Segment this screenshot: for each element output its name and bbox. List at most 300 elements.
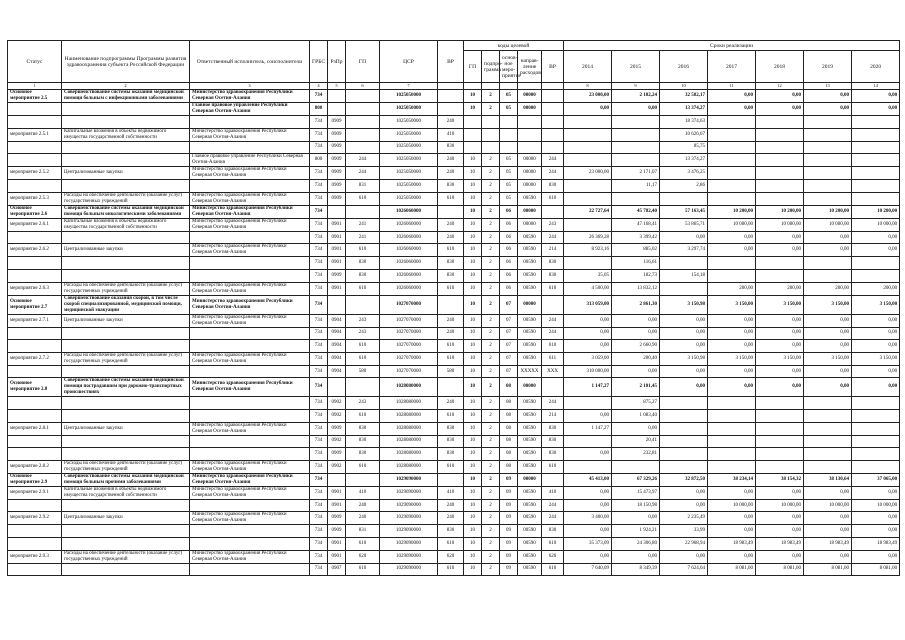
code-direction-cell: 00590 xyxy=(518,550,542,563)
table-row xyxy=(8,409,900,422)
amount-cell: 23 000,00 xyxy=(564,90,612,103)
code-subprogram-cell: 2 xyxy=(482,563,500,576)
header-year: 2020 xyxy=(852,51,900,83)
code-direction-cell: 00590 xyxy=(518,525,542,538)
code-vr-cell: 244 xyxy=(542,314,564,327)
status-cell xyxy=(8,409,62,422)
table-row xyxy=(8,269,900,282)
table-row xyxy=(8,499,900,512)
amount-cell: 0,00 xyxy=(708,103,756,116)
code-event-cell xyxy=(500,128,518,141)
code-gp-cell: 10 xyxy=(464,448,482,461)
grbs-cell: 734 xyxy=(310,550,328,563)
code-subprogram-cell: 2 xyxy=(482,314,500,327)
amount-cell: 0,00 xyxy=(804,327,852,340)
amount-cell xyxy=(852,409,900,422)
amount-cell xyxy=(756,154,804,167)
gp-cell: 244 xyxy=(346,167,380,180)
header-period: Сроки реализации xyxy=(564,41,900,51)
code-event-cell: 09 xyxy=(500,512,518,525)
code-event-cell: 09 xyxy=(500,499,518,512)
amount-cell: 38 234,14 xyxy=(708,473,756,486)
grbs-cell: 734 xyxy=(310,409,328,422)
executor-cell: Министерство здравоохранения Республики Северная Осетия-Алания xyxy=(190,244,310,257)
rzpr-cell xyxy=(328,378,346,397)
table-row xyxy=(8,103,900,116)
code-subprogram-cell: 2 xyxy=(482,422,500,435)
rzpr-cell: 0901 xyxy=(328,537,346,550)
gp-cell: 610 xyxy=(346,352,380,365)
amount-cell: 0,00 xyxy=(660,231,708,244)
grbs-cell: 734 xyxy=(310,116,328,129)
status-cell: мероприятие 2.9.3 xyxy=(8,550,62,563)
amount-cell: 0,00 xyxy=(564,327,612,340)
code-subprogram-cell: 2 xyxy=(482,352,500,365)
gp-cell: 610 xyxy=(346,340,380,353)
grbs-cell: 734 xyxy=(310,218,328,231)
rzpr-cell: 0909 xyxy=(328,141,346,154)
amount-cell: 8 081,00 xyxy=(852,563,900,576)
gp-cell: 831 xyxy=(346,180,380,193)
amount-cell xyxy=(852,128,900,141)
amount-cell: 0,00 xyxy=(564,409,612,422)
amount-cell xyxy=(852,116,900,129)
gp-cell: 830 xyxy=(346,422,380,435)
grbs-cell: 734 xyxy=(310,435,328,448)
csr-cell: 1028080000 xyxy=(380,448,438,461)
amount-cell: 35,05 xyxy=(564,269,612,282)
grbs-cell: 734 xyxy=(310,90,328,103)
vr-cell: 610 xyxy=(438,352,464,365)
col-index: 5 xyxy=(328,83,346,90)
code-gp-cell: 10 xyxy=(464,205,482,218)
amount-cell: 232,81 xyxy=(612,448,660,461)
col-index: 3 xyxy=(190,83,310,90)
code-vr-cell xyxy=(542,295,564,314)
code-vr-cell: 610 xyxy=(542,563,564,576)
rzpr-cell: 0901 xyxy=(328,550,346,563)
vr-cell: 610 xyxy=(438,537,464,550)
rzpr-cell: 0901 xyxy=(328,486,346,499)
code-subprogram-cell: 2 xyxy=(482,205,500,218)
gp-cell xyxy=(346,205,380,218)
gp-cell xyxy=(346,473,380,486)
amount-cell: 11,17 xyxy=(612,180,660,193)
table-header xyxy=(8,41,900,90)
header-executor: Ответственный исполнитель, соисполнители xyxy=(190,41,310,83)
status-cell xyxy=(8,365,62,378)
code-vr-cell: 610 xyxy=(542,537,564,550)
status-cell: мероприятие 2.5.3 xyxy=(8,192,62,205)
code-vr-cell: 244 xyxy=(542,499,564,512)
amount-cell xyxy=(612,192,660,205)
code-subprogram-cell: 2 xyxy=(482,231,500,244)
amount-cell xyxy=(660,192,708,205)
amount-cell xyxy=(708,116,756,129)
rzpr-cell: 0902 xyxy=(328,397,346,410)
grbs-cell: 734 xyxy=(310,352,328,365)
amount-cell xyxy=(804,422,852,435)
code-direction-cell: 00000 xyxy=(518,218,542,231)
col-index xyxy=(464,83,482,90)
executor-cell xyxy=(190,397,310,410)
amount-cell: 3 150,00 xyxy=(708,295,756,314)
code-event-cell: 08 xyxy=(500,378,518,397)
budget-table-sheet xyxy=(7,40,897,576)
table-row xyxy=(8,192,900,205)
csr-cell: 1026060000 xyxy=(380,269,438,282)
amount-cell: 0,00 xyxy=(612,512,660,525)
table-row xyxy=(8,180,900,193)
gp-cell: 241 xyxy=(346,231,380,244)
vr-cell: 610 xyxy=(438,282,464,295)
amount-cell xyxy=(756,128,804,141)
amount-cell: 0,00 xyxy=(564,448,612,461)
amount-cell xyxy=(708,192,756,205)
grbs-cell: 734 xyxy=(310,365,328,378)
executor-cell xyxy=(190,180,310,193)
code-gp-cell: 10 xyxy=(464,378,482,397)
code-subprogram-cell: 2 xyxy=(482,154,500,167)
amount-cell: 38 154,32 xyxy=(756,473,804,486)
amount-cell: 200,00 xyxy=(756,282,804,295)
vr-cell: 240 xyxy=(438,231,464,244)
amount-cell xyxy=(804,192,852,205)
col-index: 7 xyxy=(380,83,438,90)
amount-cell: 0,00 xyxy=(852,103,900,116)
code-direction-cell: 00590 xyxy=(518,486,542,499)
amount-cell: 0,00 xyxy=(660,378,708,397)
amount-cell: 10 000,00 xyxy=(804,499,852,512)
vr-cell: 830 xyxy=(438,422,464,435)
amount-cell xyxy=(756,448,804,461)
amount-cell: 10 000,00 xyxy=(708,218,756,231)
amount-cell: 10 000,00 xyxy=(756,218,804,231)
code-direction-cell: 00590 xyxy=(518,244,542,257)
amount-cell: 1 147,27 xyxy=(564,422,612,435)
amount-cell: 3 150,00 xyxy=(852,352,900,365)
col-index: 10 xyxy=(660,83,708,90)
amount-cell: 37 065,00 xyxy=(852,473,900,486)
code-event-cell: 09 xyxy=(500,473,518,486)
vr-cell: 610 xyxy=(438,192,464,205)
amount-cell xyxy=(612,116,660,129)
header-csr: ЦСР xyxy=(380,41,438,83)
amount-cell: 310 000,00 xyxy=(564,365,612,378)
rzpr-cell: 0909 xyxy=(328,180,346,193)
gp-cell xyxy=(346,295,380,314)
vr-cell: 240 xyxy=(438,116,464,129)
amount-cell: 0,00 xyxy=(804,314,852,327)
code-direction-cell: 00000 xyxy=(518,205,542,218)
table-row xyxy=(8,244,900,257)
name-cell xyxy=(62,141,190,154)
gp-cell: 243 xyxy=(346,327,380,340)
vr-cell: 240 xyxy=(438,397,464,410)
code-vr-cell xyxy=(542,378,564,397)
status-cell xyxy=(8,397,62,410)
code-event-cell: 08 xyxy=(500,397,518,410)
table-row xyxy=(8,295,900,314)
status-cell: мероприятие 2.6.3 xyxy=(8,282,62,295)
code-event-cell: 08 xyxy=(500,460,518,473)
vr-cell xyxy=(438,205,464,218)
name-cell xyxy=(62,448,190,461)
code-gp-cell: 10 xyxy=(464,314,482,327)
csr-cell: 1026060000 xyxy=(380,257,438,270)
amount-cell xyxy=(564,141,612,154)
amount-cell: 7 624,04 xyxy=(660,563,708,576)
amount-cell: 313 059,00 xyxy=(564,295,612,314)
gp-cell: 830 xyxy=(346,257,380,270)
code-event-cell: 06 xyxy=(500,257,518,270)
code-vr-cell xyxy=(542,473,564,486)
amount-cell: 0,00 xyxy=(756,512,804,525)
amount-cell xyxy=(756,397,804,410)
amount-cell: 3 150,00 xyxy=(804,352,852,365)
header-vr: ВР xyxy=(438,41,464,83)
rzpr-cell xyxy=(328,473,346,486)
name-cell xyxy=(62,563,190,576)
amount-cell xyxy=(756,116,804,129)
col-index: 6 xyxy=(346,83,380,90)
amount-cell xyxy=(756,141,804,154)
amount-cell: 0,00 xyxy=(708,486,756,499)
grbs-cell: 800 xyxy=(310,154,328,167)
amount-cell: 10 200,00 xyxy=(852,205,900,218)
amount-cell: 0,00 xyxy=(756,365,804,378)
code-vr-cell: 830 xyxy=(542,448,564,461)
code-vr-cell: 830 xyxy=(542,422,564,435)
status-cell xyxy=(8,231,62,244)
grbs-cell: 734 xyxy=(310,192,328,205)
amount-cell: 10 000,00 xyxy=(756,499,804,512)
code-subprogram-cell: 2 xyxy=(482,269,500,282)
code-event-cell: 08 xyxy=(500,409,518,422)
gp-cell: 244 xyxy=(346,154,380,167)
code-subprogram-cell xyxy=(482,141,500,154)
csr-cell: 1029090000 xyxy=(380,550,438,563)
amount-cell: 0,00 xyxy=(564,340,612,353)
status-cell xyxy=(8,141,62,154)
csr-cell: 1028080000 xyxy=(380,460,438,473)
code-gp-cell: 10 xyxy=(464,327,482,340)
executor-cell: Министерство здравоохранения Республики Северная Осетия-Алания xyxy=(190,128,310,141)
executor-cell: Министерство здравоохранения Республики Северная Осетия-Алания xyxy=(190,295,310,314)
amount-cell: 0,00 xyxy=(612,365,660,378)
gp-cell: 610 xyxy=(346,537,380,550)
csr-cell: 1027070000 xyxy=(380,295,438,314)
rzpr-cell: 0909 xyxy=(328,525,346,538)
code-gp-cell: 10 xyxy=(464,512,482,525)
code-direction-cell: 00000 xyxy=(518,167,542,180)
amount-cell xyxy=(852,141,900,154)
amount-cell: 47 168,41 xyxy=(612,218,660,231)
rzpr-cell: 0901 xyxy=(328,218,346,231)
amount-cell xyxy=(756,409,804,422)
amount-cell: 0,00 xyxy=(804,378,852,397)
amount-cell xyxy=(708,128,756,141)
amount-cell xyxy=(756,460,804,473)
code-event-cell: 06 xyxy=(500,218,518,231)
amount-cell xyxy=(564,154,612,167)
amount-cell: 0,00 xyxy=(564,525,612,538)
code-direction-cell: 00590 xyxy=(518,499,542,512)
code-gp-cell: 10 xyxy=(464,282,482,295)
amount-cell xyxy=(852,154,900,167)
amount-cell xyxy=(708,422,756,435)
amount-cell xyxy=(804,257,852,270)
amount-cell xyxy=(564,192,612,205)
code-vr-cell: XXX xyxy=(542,365,564,378)
table-row xyxy=(8,314,900,327)
amount-cell: 10 000,00 xyxy=(852,218,900,231)
code-subprogram-cell: 2 xyxy=(482,90,500,103)
executor-cell xyxy=(190,525,310,538)
table-body xyxy=(8,90,900,576)
code-event-cell: 05 xyxy=(500,180,518,193)
csr-cell: 1027070000 xyxy=(380,365,438,378)
gp-cell: 241 xyxy=(346,218,380,231)
amount-cell: 0,00 xyxy=(852,550,900,563)
code-subprogram-cell: 2 xyxy=(482,460,500,473)
csr-cell: 1028080000 xyxy=(380,378,438,397)
amount-cell: 0,00 xyxy=(564,103,612,116)
amount-cell xyxy=(708,257,756,270)
csr-cell: 1027070000 xyxy=(380,340,438,353)
amount-cell xyxy=(852,269,900,282)
code-direction-cell: 00590 xyxy=(518,327,542,340)
amount-cell: 0,00 xyxy=(708,340,756,353)
amount-cell: 3 150,00 xyxy=(756,295,804,314)
code-event-cell: 09 xyxy=(500,537,518,550)
amount-cell: 2 171,07 xyxy=(612,167,660,180)
grbs-cell: 734 xyxy=(310,499,328,512)
csr-cell: 1026060000 xyxy=(380,205,438,218)
amount-cell: 2 101,45 xyxy=(612,378,660,397)
amount-cell: 1 147,27 xyxy=(564,378,612,397)
amount-cell: 3 150,98 xyxy=(660,295,708,314)
grbs-cell: 734 xyxy=(310,269,328,282)
rzpr-cell: 0902 xyxy=(328,409,346,422)
code-vr-cell: 610 xyxy=(542,282,564,295)
vr-cell: 610 xyxy=(438,340,464,353)
csr-cell: 1028080000 xyxy=(380,422,438,435)
amount-cell: 0,00 xyxy=(660,327,708,340)
grbs-cell: 734 xyxy=(310,167,328,180)
amount-cell xyxy=(564,257,612,270)
col-index: 12 xyxy=(756,83,804,90)
gp-cell xyxy=(346,90,380,103)
code-event-cell: 08 xyxy=(500,435,518,448)
amount-cell xyxy=(852,422,900,435)
amount-cell: 0,00 xyxy=(612,327,660,340)
amount-cell: 0,00 xyxy=(852,525,900,538)
rzpr-cell xyxy=(328,205,346,218)
code-direction-cell: 00590 xyxy=(518,269,542,282)
code-direction-cell: 00590 xyxy=(518,192,542,205)
vr-cell: 830 xyxy=(438,435,464,448)
vr-cell xyxy=(438,378,464,397)
gp-cell: 610 xyxy=(346,282,380,295)
amount-cell xyxy=(852,167,900,180)
code-direction-cell: 00000 xyxy=(518,295,542,314)
amount-cell xyxy=(708,435,756,448)
amount-cell xyxy=(660,422,708,435)
vr-cell: 620 xyxy=(438,550,464,563)
code-event-cell: 09 xyxy=(500,486,518,499)
amount-cell: 3 476,25 xyxy=(660,167,708,180)
amount-cell: 3 150,00 xyxy=(852,295,900,314)
header-year: 2017 xyxy=(708,51,756,83)
amount-cell: 0,00 xyxy=(756,525,804,538)
csr-cell: 1025050000 xyxy=(380,90,438,103)
rzpr-cell: 0902 xyxy=(328,460,346,473)
code-gp-cell: 10 xyxy=(464,499,482,512)
status-cell xyxy=(8,435,62,448)
code-gp-cell: 10 xyxy=(464,352,482,365)
code-gp-cell xyxy=(464,128,482,141)
amount-cell: 0,00 xyxy=(660,314,708,327)
amount-cell: 18 983,49 xyxy=(756,537,804,550)
amount-cell: 3 400,00 xyxy=(564,512,612,525)
rzpr-cell: 0904 xyxy=(328,340,346,353)
rzpr-cell xyxy=(328,295,346,314)
amount-cell: 0,00 xyxy=(756,327,804,340)
header-year: 2018 xyxy=(756,51,804,83)
amount-cell: 10 200,00 xyxy=(804,205,852,218)
amount-cell xyxy=(564,218,612,231)
amount-cell xyxy=(804,141,852,154)
name-cell: Централизованные закупки xyxy=(62,167,190,180)
table-row xyxy=(8,327,900,340)
col-index: 14 xyxy=(852,83,900,90)
vr-cell: 580 xyxy=(438,365,464,378)
amount-cell: 0,00 xyxy=(708,231,756,244)
code-event-cell: 05 xyxy=(500,103,518,116)
status-cell xyxy=(8,448,62,461)
csr-cell: 1026060000 xyxy=(380,218,438,231)
code-gp-cell: 10 xyxy=(464,257,482,270)
amount-cell xyxy=(804,116,852,129)
rzpr-cell: 0909 xyxy=(328,192,346,205)
amount-cell xyxy=(804,180,852,193)
amount-cell: 0,00 xyxy=(564,314,612,327)
code-event-cell: 08 xyxy=(500,448,518,461)
amount-cell: 0,00 xyxy=(612,314,660,327)
amount-cell: 0,00 xyxy=(660,550,708,563)
vr-cell: 830 xyxy=(438,448,464,461)
status-cell xyxy=(8,180,62,193)
name-cell xyxy=(62,525,190,538)
csr-cell: 1027070000 xyxy=(380,352,438,365)
grbs-cell: 800 xyxy=(310,103,328,116)
amount-cell: 3 150,98 xyxy=(660,352,708,365)
amount-cell: 0,00 xyxy=(756,90,804,103)
amount-cell: 33,99 xyxy=(660,525,708,538)
amount-cell: 20,41 xyxy=(612,435,660,448)
code-subprogram-cell: 2 xyxy=(482,435,500,448)
code-vr-cell: 611 xyxy=(542,352,564,365)
name-cell xyxy=(62,116,190,129)
amount-cell: 22 727,64 xyxy=(564,205,612,218)
code-vr-cell xyxy=(542,90,564,103)
rzpr-cell: 0909 xyxy=(328,154,346,167)
amount-cell: 8 081,00 xyxy=(756,563,804,576)
name-cell: Централизованные закупки xyxy=(62,512,190,525)
amount-cell: 8 081,00 xyxy=(804,563,852,576)
amount-cell: 200,40 xyxy=(612,352,660,365)
